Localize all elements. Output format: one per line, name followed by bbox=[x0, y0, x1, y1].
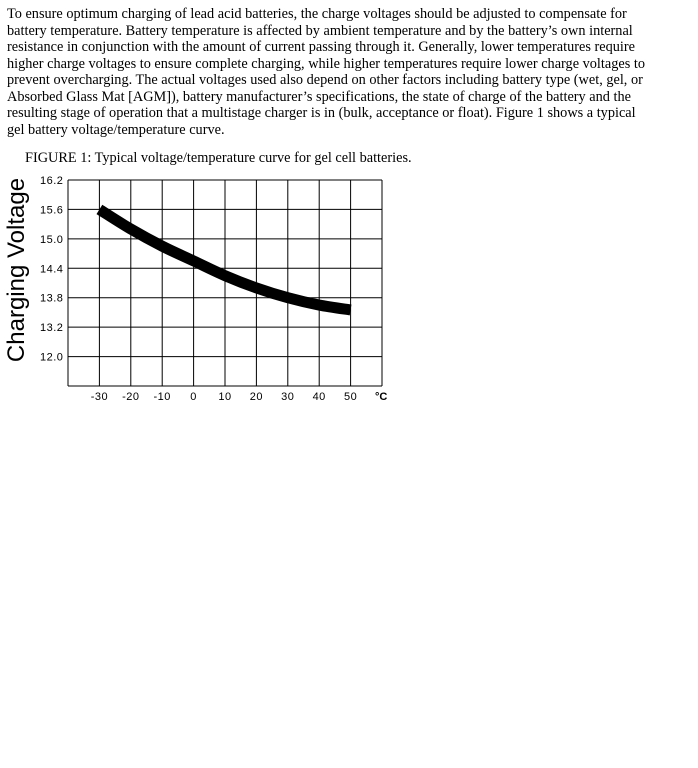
paragraph-line: higher charge voltages to ensure complete charging, while higher temperatures require lower charge voltages to bbox=[7, 55, 645, 72]
voltage-temperature-chart bbox=[0, 170, 400, 410]
x-tick-label: 0 bbox=[190, 391, 197, 403]
x-tick-label: -30 bbox=[90, 391, 109, 403]
chart-grid bbox=[68, 180, 382, 386]
y-tick-labels bbox=[40, 175, 63, 364]
y-tick-label: 14.4 bbox=[40, 263, 64, 276]
figure-caption: FIGURE 1: Typical voltage/temperature curve for gel cell batteries. bbox=[25, 150, 412, 166]
x-tick-label: 20 bbox=[249, 391, 264, 403]
x-tick-label: 10 bbox=[218, 391, 232, 403]
y-tick-label: 15.0 bbox=[40, 233, 64, 246]
paragraph-line: prevent overcharging. The actual voltages used also depend on other factors including battery type (wet, gel, or bbox=[7, 72, 643, 88]
x-tick-label: 50 bbox=[343, 391, 358, 403]
y-tick-label: 15.6 bbox=[40, 204, 64, 217]
x-tick-label: -10 bbox=[153, 391, 171, 403]
y-tick-label: 13.2 bbox=[40, 322, 64, 335]
y-tick-label: 16.2 bbox=[40, 175, 64, 187]
paragraph-line: gel battery voltage/temperature curve. bbox=[7, 121, 225, 138]
paragraph-line: resulting stage of operation that a multistage charger is in (bulk, acceptance or float). Figure 1 shows a typical bbox=[7, 105, 636, 121]
x-tick-label: 30 bbox=[281, 391, 295, 403]
x-tick-labels bbox=[91, 391, 358, 403]
paragraph-line: resistance in conjunction with the amount of current passing through it. Generally, lower temperatures require bbox=[7, 39, 635, 55]
body-paragraph bbox=[7, 6, 695, 138]
x-tick-label: -20 bbox=[122, 391, 140, 403]
paragraph-line: battery temperature. Battery temperature is affected by ambient temperature and by the battery’s own internal bbox=[7, 22, 633, 39]
y-axis-label: Charging Voltage bbox=[3, 177, 30, 363]
y-tick-label: 12.0 bbox=[40, 351, 64, 364]
x-unit-label: °C bbox=[375, 391, 388, 403]
y-tick-label: 13.8 bbox=[40, 292, 64, 305]
x-tick-label: 40 bbox=[312, 391, 326, 403]
paragraph-line: Absorbed Glass Mat [AGM]), battery manufacturer’s specifications, the state of charge of the battery and the bbox=[7, 88, 631, 105]
paragraph-line: To ensure optimum charging of lead acid batteries, the charge voltages should be adjusted to compensate for bbox=[7, 6, 627, 22]
